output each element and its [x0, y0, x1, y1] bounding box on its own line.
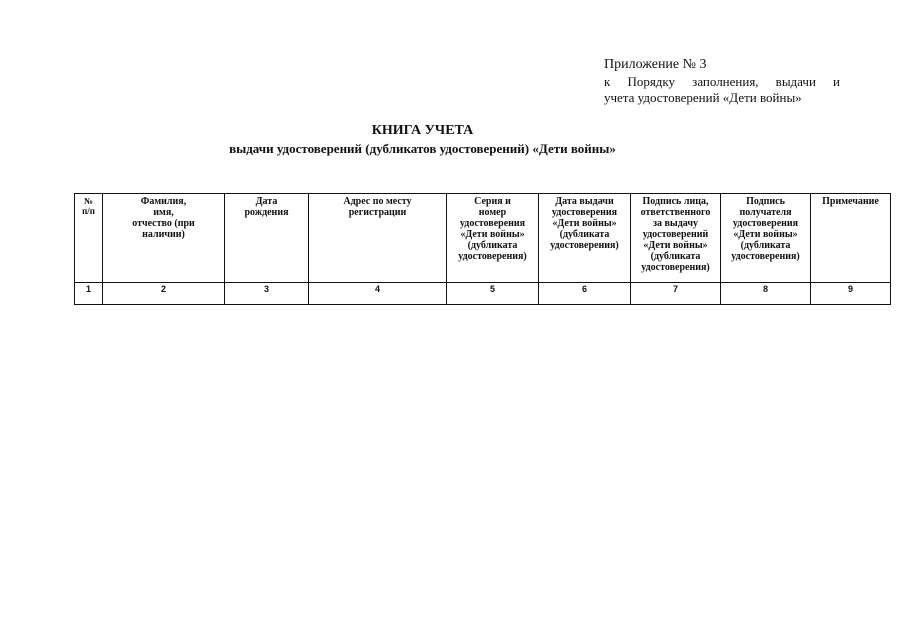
table-row-column-numbers	[75, 283, 891, 305]
column-header-issue-date: Дата выдачи удостоверения «Дети войны» (дубликата удостоверения)	[539, 194, 631, 283]
column-number-cell: 3	[225, 283, 309, 305]
column-number-cell: 5	[447, 283, 539, 305]
column-number-cell: 8	[721, 283, 811, 305]
column-number-cell: 7	[631, 283, 721, 305]
column-number-cell: 9	[811, 283, 891, 305]
document-subtitle: выдачи удостоверений (дубликатов удостоверений) «Дети войны»	[229, 141, 616, 156]
appendix-line-certificates: учета удостоверений «Дети войны»	[604, 90, 802, 105]
column-number-cell: 6	[539, 283, 631, 305]
column-number-cell: 4	[309, 283, 447, 305]
column-header-series-number: Серия и номер удостоверения «Дети войны» (дубликата удостоверения)	[447, 194, 539, 283]
column-header-address: Адрес по месту регистрации	[309, 194, 447, 283]
column-number-cell: 2	[103, 283, 225, 305]
column-header-recipient-signature: Подпись получателя удостоверения «Дети войны» (дубликата удостоверения)	[721, 194, 811, 283]
register-table	[74, 193, 891, 305]
column-header-issuer-signature: Подпись лица, ответственного за выдачу удостоверений «Дети войны» (дубликата удостоверения)	[631, 194, 721, 283]
column-header-number: № п/п	[75, 194, 103, 283]
column-header-full-name: Фамилия, имя, отчество (при наличии)	[103, 194, 225, 283]
appendix-reference	[604, 56, 840, 106]
appendix-number: Приложение № 3	[604, 57, 707, 72]
column-header-birth-date: Дата рождения	[225, 194, 309, 283]
column-header-note: Примечание	[811, 194, 891, 283]
column-number-cell: 1	[75, 283, 103, 305]
document-title: КНИГА УЧЕТА	[371, 123, 474, 138]
appendix-line-procedure: к Порядку заполнения, выдачи и	[604, 74, 840, 89]
table-header-row	[75, 194, 891, 283]
